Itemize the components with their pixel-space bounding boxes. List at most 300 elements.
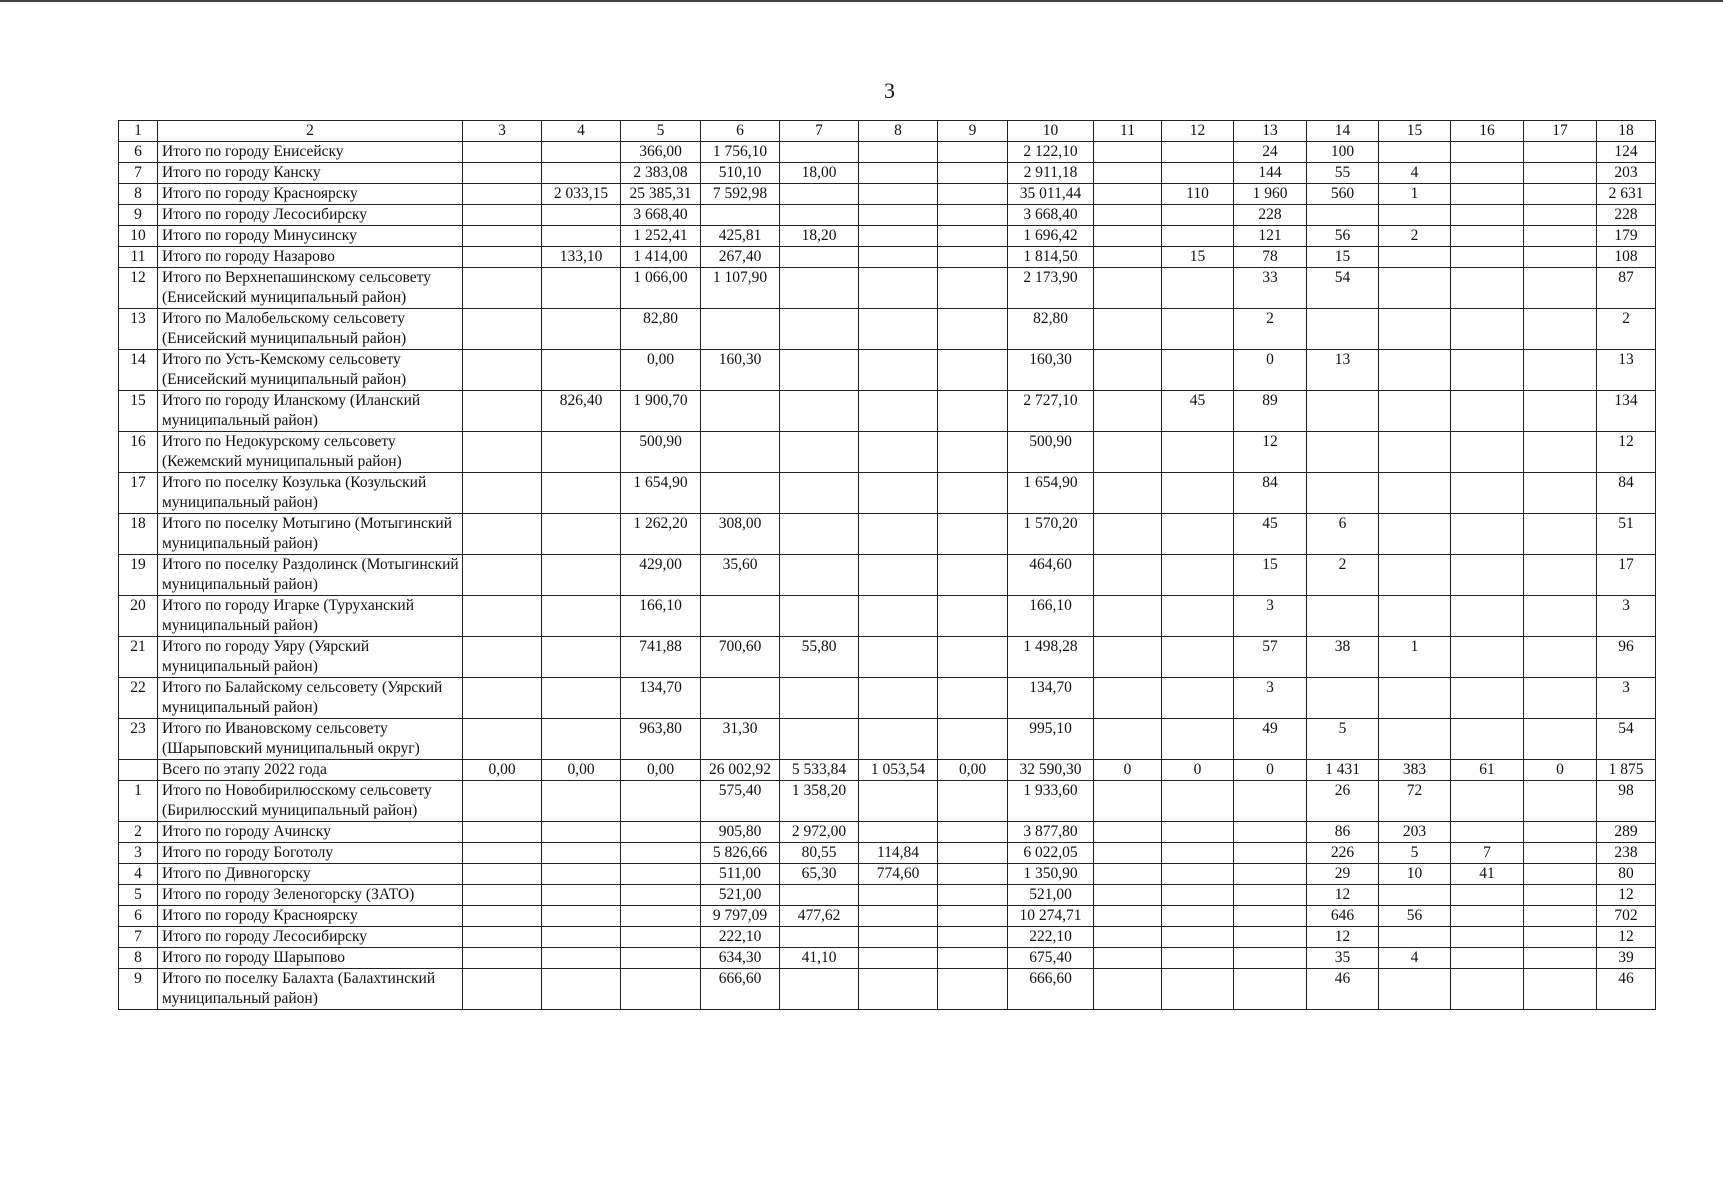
value-cell <box>1451 226 1524 247</box>
header-cell: 18 <box>1597 121 1656 142</box>
value-cell: 133,10 <box>542 247 621 268</box>
row-name-cell: Итого по городу Зеленогорску (ЗАТО) <box>158 885 463 906</box>
value-cell: 2 631 <box>1597 184 1656 205</box>
row-name-cell: Итого по городу Красноярску <box>158 906 463 927</box>
value-cell <box>1451 781 1524 822</box>
row-number-cell: 18 <box>119 514 158 555</box>
row-number-cell: 22 <box>119 678 158 719</box>
value-cell: 521,00 <box>701 885 780 906</box>
value-cell <box>1451 969 1524 1010</box>
value-cell: 82,80 <box>1008 309 1094 350</box>
table-row <box>119 142 1656 163</box>
row-name-cell: Итого по Балайскому сельсовету (Уярский муниципальный район) <box>158 678 463 719</box>
value-cell: 9 797,09 <box>701 906 780 927</box>
value-cell: 134 <box>1597 391 1656 432</box>
value-cell <box>780 596 859 637</box>
value-cell <box>1379 205 1451 226</box>
value-cell: 179 <box>1597 226 1656 247</box>
value-cell <box>542 473 621 514</box>
value-cell <box>938 864 1008 885</box>
value-cell <box>1094 678 1162 719</box>
value-cell <box>780 719 859 760</box>
value-cell <box>542 350 621 391</box>
value-cell <box>1379 927 1451 948</box>
row-name-cell: Итого по городу Енисейску <box>158 142 463 163</box>
value-cell <box>542 309 621 350</box>
value-cell <box>1162 719 1234 760</box>
header-cell: 14 <box>1307 121 1379 142</box>
value-cell <box>463 555 542 596</box>
value-cell: 12 <box>1597 432 1656 473</box>
value-cell: 32 590,30 <box>1008 760 1094 781</box>
value-cell <box>1094 864 1162 885</box>
value-cell <box>938 247 1008 268</box>
header-cell: 3 <box>463 121 542 142</box>
value-cell <box>1524 637 1597 678</box>
value-cell <box>463 205 542 226</box>
value-cell <box>1451 309 1524 350</box>
row-number-cell: 23 <box>119 719 158 760</box>
row-number-cell: 8 <box>119 948 158 969</box>
row-number-cell: 11 <box>119 247 158 268</box>
value-cell: 46 <box>1307 969 1379 1010</box>
value-cell: 2 122,10 <box>1008 142 1094 163</box>
value-cell <box>1094 142 1162 163</box>
header-cell: 10 <box>1008 121 1094 142</box>
value-cell: 0 <box>1524 760 1597 781</box>
value-cell <box>542 885 621 906</box>
value-cell <box>1524 514 1597 555</box>
table-header-row <box>119 121 1656 142</box>
value-cell <box>1162 906 1234 927</box>
header-cell: 7 <box>780 121 859 142</box>
value-cell <box>621 781 701 822</box>
row-number-cell: 21 <box>119 637 158 678</box>
value-cell <box>1379 350 1451 391</box>
value-cell: 134,70 <box>621 678 701 719</box>
value-cell <box>1162 781 1234 822</box>
value-cell <box>938 473 1008 514</box>
value-cell <box>1451 142 1524 163</box>
row-number-cell: 3 <box>119 843 158 864</box>
value-cell: 96 <box>1597 637 1656 678</box>
value-cell: 464,60 <box>1008 555 1094 596</box>
row-number-cell: 14 <box>119 350 158 391</box>
value-cell: 134,70 <box>1008 678 1094 719</box>
value-cell <box>1307 432 1379 473</box>
value-cell: 10 274,71 <box>1008 906 1094 927</box>
value-cell: 38 <box>1307 637 1379 678</box>
value-cell: 2 <box>1379 226 1451 247</box>
value-cell <box>1094 927 1162 948</box>
value-cell: 15 <box>1234 555 1307 596</box>
value-cell <box>1234 781 1307 822</box>
value-cell <box>1379 678 1451 719</box>
value-cell <box>1094 205 1162 226</box>
table-row <box>119 432 1656 473</box>
value-cell: 1 756,10 <box>701 142 780 163</box>
value-cell: 425,81 <box>701 226 780 247</box>
header-cell: 17 <box>1524 121 1597 142</box>
value-cell <box>1451 247 1524 268</box>
table-row <box>119 473 1656 514</box>
value-cell <box>859 948 938 969</box>
value-cell <box>542 678 621 719</box>
value-cell: 13 <box>1597 350 1656 391</box>
value-cell <box>463 906 542 927</box>
value-cell: 86 <box>1307 822 1379 843</box>
value-cell <box>463 927 542 948</box>
table-row <box>119 637 1656 678</box>
value-cell <box>1524 864 1597 885</box>
value-cell <box>542 719 621 760</box>
value-cell: 41 <box>1451 864 1524 885</box>
header-cell: 1 <box>119 121 158 142</box>
value-cell <box>859 163 938 184</box>
value-cell <box>859 514 938 555</box>
value-cell: 160,30 <box>1008 350 1094 391</box>
value-cell: 160,30 <box>701 350 780 391</box>
value-cell <box>1451 719 1524 760</box>
value-cell <box>938 948 1008 969</box>
value-cell: 124 <box>1597 142 1656 163</box>
table-row <box>119 596 1656 637</box>
value-cell <box>542 432 621 473</box>
header-cell: 12 <box>1162 121 1234 142</box>
value-cell: 108 <box>1597 247 1656 268</box>
value-cell <box>938 719 1008 760</box>
value-cell <box>1451 473 1524 514</box>
value-cell: 33 <box>1234 268 1307 309</box>
value-cell <box>938 822 1008 843</box>
value-cell <box>1451 906 1524 927</box>
table-row <box>119 514 1656 555</box>
value-cell: 1 414,00 <box>621 247 701 268</box>
value-cell <box>938 226 1008 247</box>
value-cell: 3 668,40 <box>621 205 701 226</box>
value-cell: 646 <box>1307 906 1379 927</box>
value-cell: 24 <box>1234 142 1307 163</box>
row-name-cell: Итого по городу Лесосибирску <box>158 205 463 226</box>
row-number-cell: 9 <box>119 205 158 226</box>
value-cell <box>621 927 701 948</box>
value-cell: 0,00 <box>542 760 621 781</box>
value-cell: 774,60 <box>859 864 938 885</box>
value-cell <box>1451 678 1524 719</box>
value-cell: 228 <box>1234 205 1307 226</box>
value-cell <box>1162 268 1234 309</box>
header-cell: 11 <box>1094 121 1162 142</box>
value-cell <box>859 885 938 906</box>
value-cell <box>701 391 780 432</box>
value-cell: 1 107,90 <box>701 268 780 309</box>
value-cell <box>1162 927 1234 948</box>
value-cell: 72 <box>1379 781 1451 822</box>
row-number-cell: 19 <box>119 555 158 596</box>
table-row <box>119 906 1656 927</box>
value-cell <box>542 555 621 596</box>
value-cell <box>1451 885 1524 906</box>
value-cell <box>1094 906 1162 927</box>
value-cell: 995,10 <box>1008 719 1094 760</box>
value-cell <box>621 906 701 927</box>
value-cell <box>859 184 938 205</box>
value-cell: 98 <box>1597 781 1656 822</box>
value-cell: 80,55 <box>780 843 859 864</box>
value-cell <box>621 948 701 969</box>
value-cell: 675,40 <box>1008 948 1094 969</box>
value-cell <box>542 226 621 247</box>
value-cell: 35 <box>1307 948 1379 969</box>
table-row <box>119 843 1656 864</box>
table-row <box>119 268 1656 309</box>
value-cell <box>1524 555 1597 596</box>
value-cell <box>1524 781 1597 822</box>
value-cell <box>1094 514 1162 555</box>
value-cell <box>463 843 542 864</box>
value-cell <box>1162 142 1234 163</box>
table-row <box>119 678 1656 719</box>
value-cell <box>1094 885 1162 906</box>
value-cell: 7 592,98 <box>701 184 780 205</box>
table-row <box>119 969 1656 1010</box>
row-number-cell: 9 <box>119 969 158 1010</box>
value-cell <box>1094 184 1162 205</box>
value-cell: 1 053,54 <box>859 760 938 781</box>
value-cell <box>1451 948 1524 969</box>
value-cell <box>463 473 542 514</box>
value-cell: 12 <box>1307 885 1379 906</box>
value-cell: 2 972,00 <box>780 822 859 843</box>
value-cell <box>1451 596 1524 637</box>
value-cell <box>542 927 621 948</box>
header-cell: 15 <box>1379 121 1451 142</box>
header-cell: 16 <box>1451 121 1524 142</box>
value-cell <box>859 927 938 948</box>
row-number-cell: 8 <box>119 184 158 205</box>
value-cell <box>1524 948 1597 969</box>
value-cell: 238 <box>1597 843 1656 864</box>
value-cell: 0,00 <box>621 350 701 391</box>
value-cell <box>938 350 1008 391</box>
value-cell <box>1451 391 1524 432</box>
value-cell: 18,00 <box>780 163 859 184</box>
value-cell <box>1307 473 1379 514</box>
value-cell: 84 <box>1234 473 1307 514</box>
value-cell <box>1094 969 1162 1010</box>
value-cell <box>1379 596 1451 637</box>
value-cell <box>1307 391 1379 432</box>
value-cell <box>1094 391 1162 432</box>
value-cell <box>1524 309 1597 350</box>
value-cell <box>1379 142 1451 163</box>
value-cell: 15 <box>1307 247 1379 268</box>
row-name-cell: Итого по городу Красноярску <box>158 184 463 205</box>
value-cell: 826,40 <box>542 391 621 432</box>
header-cell: 9 <box>938 121 1008 142</box>
value-cell <box>1162 678 1234 719</box>
row-number-cell: 6 <box>119 906 158 927</box>
header-cell: 6 <box>701 121 780 142</box>
value-cell: 0 <box>1234 350 1307 391</box>
value-cell <box>938 885 1008 906</box>
value-cell <box>463 247 542 268</box>
value-cell <box>542 514 621 555</box>
value-cell <box>938 514 1008 555</box>
value-cell <box>1162 432 1234 473</box>
row-name-cell: Итого по городу Иланскому (Иланский муниципальный район) <box>158 391 463 432</box>
value-cell <box>463 969 542 1010</box>
value-cell: 51 <box>1597 514 1656 555</box>
value-cell: 3 877,80 <box>1008 822 1094 843</box>
value-cell: 12 <box>1597 927 1656 948</box>
value-cell <box>1379 555 1451 596</box>
value-cell: 18,20 <box>780 226 859 247</box>
value-cell: 2 383,08 <box>621 163 701 184</box>
row-number-cell: 7 <box>119 163 158 184</box>
value-cell <box>859 822 938 843</box>
value-cell <box>780 247 859 268</box>
row-name-cell: Итого по Недокурскому сельсовету (Кежемский муниципальный район) <box>158 432 463 473</box>
value-cell: 13 <box>1307 350 1379 391</box>
value-cell: 1 570,20 <box>1008 514 1094 555</box>
value-cell <box>542 163 621 184</box>
value-cell <box>701 596 780 637</box>
value-cell <box>1379 473 1451 514</box>
row-number-cell <box>119 760 158 781</box>
value-cell: 2 033,15 <box>542 184 621 205</box>
value-cell: 203 <box>1597 163 1656 184</box>
value-cell: 1 066,00 <box>621 268 701 309</box>
value-cell <box>1524 969 1597 1010</box>
value-cell <box>1524 678 1597 719</box>
value-cell <box>780 678 859 719</box>
value-cell <box>938 184 1008 205</box>
value-cell <box>463 163 542 184</box>
value-cell: 29 <box>1307 864 1379 885</box>
value-cell: 6 <box>1307 514 1379 555</box>
value-cell <box>1379 432 1451 473</box>
value-cell <box>780 184 859 205</box>
value-cell <box>701 205 780 226</box>
value-cell <box>938 555 1008 596</box>
row-number-cell: 7 <box>119 927 158 948</box>
value-cell: 31,30 <box>701 719 780 760</box>
value-cell <box>1524 268 1597 309</box>
value-cell <box>1234 927 1307 948</box>
value-cell <box>859 432 938 473</box>
row-name-cell: Итого по городу Назарово <box>158 247 463 268</box>
value-cell: 78 <box>1234 247 1307 268</box>
value-cell: 0 <box>1094 760 1162 781</box>
value-cell: 61 <box>1451 760 1524 781</box>
value-cell <box>1094 637 1162 678</box>
value-cell <box>1162 843 1234 864</box>
value-cell: 26 <box>1307 781 1379 822</box>
value-cell <box>621 864 701 885</box>
value-cell <box>1379 885 1451 906</box>
value-cell <box>542 948 621 969</box>
value-cell <box>1524 843 1597 864</box>
value-cell: 3 668,40 <box>1008 205 1094 226</box>
value-cell: 1 933,60 <box>1008 781 1094 822</box>
value-cell <box>859 247 938 268</box>
value-cell <box>463 309 542 350</box>
value-cell <box>1524 142 1597 163</box>
value-cell: 1 654,90 <box>621 473 701 514</box>
value-cell <box>859 678 938 719</box>
value-cell: 45 <box>1234 514 1307 555</box>
value-cell: 289 <box>1597 822 1656 843</box>
value-cell: 121 <box>1234 226 1307 247</box>
value-cell <box>938 432 1008 473</box>
row-name-cell: Итого по Дивногорску <box>158 864 463 885</box>
value-cell <box>1234 906 1307 927</box>
value-cell <box>780 885 859 906</box>
header-cell: 8 <box>859 121 938 142</box>
value-cell <box>938 596 1008 637</box>
value-cell <box>621 822 701 843</box>
value-cell <box>1234 885 1307 906</box>
value-cell <box>1524 391 1597 432</box>
value-cell: 114,84 <box>859 843 938 864</box>
value-cell: 46 <box>1597 969 1656 1010</box>
value-cell <box>1524 906 1597 927</box>
value-cell <box>542 205 621 226</box>
value-cell <box>1234 822 1307 843</box>
value-cell: 39 <box>1597 948 1656 969</box>
value-cell <box>1524 184 1597 205</box>
value-cell <box>1379 391 1451 432</box>
value-cell <box>780 555 859 596</box>
row-name-cell: Итого по городу Игарке (Туруханский муниципальный район) <box>158 596 463 637</box>
value-cell: 0 <box>1162 760 1234 781</box>
value-cell <box>1094 226 1162 247</box>
row-name-cell: Итого по поселку Раздолинск (Мотыгинский муниципальный район) <box>158 555 463 596</box>
value-cell <box>1379 309 1451 350</box>
value-cell: 3 <box>1234 596 1307 637</box>
value-cell <box>1094 350 1162 391</box>
value-cell <box>780 514 859 555</box>
table-row <box>119 309 1656 350</box>
value-cell <box>1451 514 1524 555</box>
value-cell <box>1451 205 1524 226</box>
value-cell <box>463 184 542 205</box>
value-cell <box>463 719 542 760</box>
value-cell: 666,60 <box>701 969 780 1010</box>
value-cell: 477,62 <box>780 906 859 927</box>
value-cell <box>1162 350 1234 391</box>
value-cell <box>463 637 542 678</box>
value-cell <box>1451 637 1524 678</box>
value-cell <box>1162 163 1234 184</box>
value-cell <box>542 969 621 1010</box>
value-cell <box>859 781 938 822</box>
value-cell <box>1094 163 1162 184</box>
value-cell: 5 533,84 <box>780 760 859 781</box>
value-cell: 17 <box>1597 555 1656 596</box>
value-cell: 1 654,90 <box>1008 473 1094 514</box>
value-cell: 500,90 <box>621 432 701 473</box>
value-cell <box>1307 309 1379 350</box>
value-cell <box>938 927 1008 948</box>
value-cell: 10 <box>1379 864 1451 885</box>
table-row <box>119 864 1656 885</box>
value-cell <box>859 309 938 350</box>
row-name-cell: Итого по поселку Балахта (Балахтинский муниципальный район) <box>158 969 463 1010</box>
header-cell: 4 <box>542 121 621 142</box>
value-cell <box>780 350 859 391</box>
